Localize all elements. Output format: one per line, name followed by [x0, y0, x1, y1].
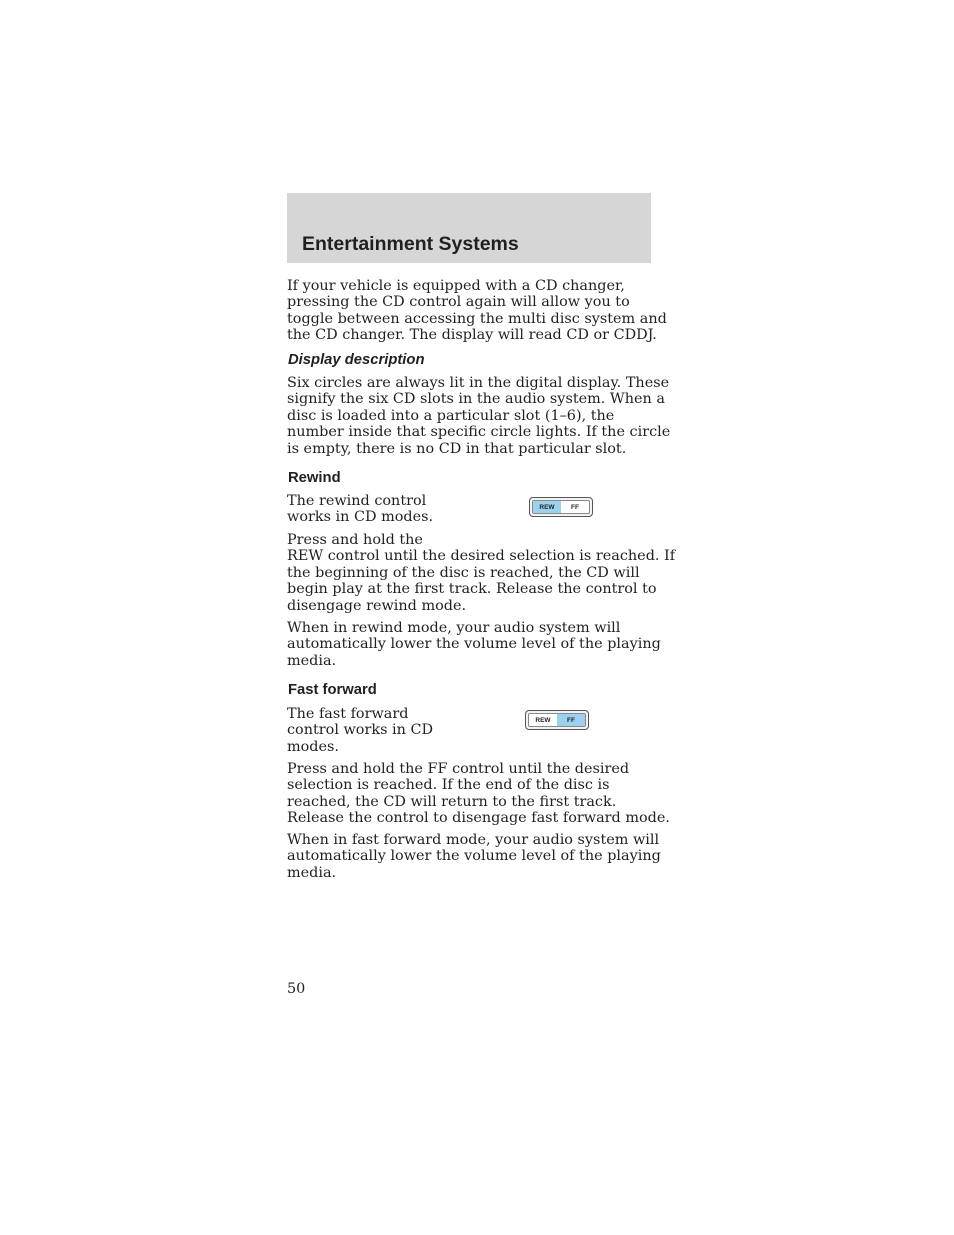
rewind-heading: Rewind: [288, 470, 341, 486]
rew-ff-control-illustration-fast-forward: [525, 710, 589, 730]
display-description-paragraph: Six circles are always lit in the digital display. These signify the six CD slots in the audio system. When a disc is loaded into a particular slot (1–6), the number inside that specific circle lights. If the circle is empty, there is no CD in that particular slot.: [287, 375, 671, 457]
rew-ff-control-illustration-rewind: [529, 497, 593, 517]
ff-segment: FF: [557, 714, 585, 726]
rew-segment: REW: [535, 716, 551, 724]
intro-paragraph: If your vehicle is equipped with a CD changer, pressing the CD control again will allow you to toggle between accessing the multi disc system and the CD changer. The display will read CD or CDDJ.: [287, 278, 667, 344]
section-header-band: [287, 193, 651, 263]
section-title: Entertainment Systems: [302, 233, 519, 255]
rewind-volume-paragraph: When in rewind mode, your audio system will automatically lower the volume level of the playing media.: [287, 620, 661, 669]
rew-ff-control-body: [528, 713, 586, 727]
fast-forward-volume-paragraph: When in fast forward mode, your audio system will automatically lower the volume level of the playing media.: [287, 832, 661, 881]
rew-segment: REW: [533, 501, 561, 513]
fast-forward-heading: Fast forward: [288, 682, 377, 698]
rewind-intro-paragraph: The rewind control works in CD modes.: [287, 493, 434, 526]
rew-ff-control-body: [532, 500, 590, 514]
rewind-instructions-paragraph: Press and hold the REW control until the desired selection is reached. If the beginning of the disc is reached, the CD will begin play at the first track. Release the control to disengage rewind mode.: [287, 532, 676, 614]
fast-forward-intro-paragraph: The fast forward control works in CD modes.: [287, 706, 434, 755]
display-description-heading: Display description: [288, 352, 425, 368]
page-number: 50: [287, 981, 306, 997]
ff-segment: FF: [571, 503, 579, 511]
fast-forward-instructions-paragraph: Press and hold the FF control until the desired selection is reached. If the end of the disc is reached, the CD will return to the first track. Release the control to disengage fast forward mode.: [287, 761, 670, 827]
